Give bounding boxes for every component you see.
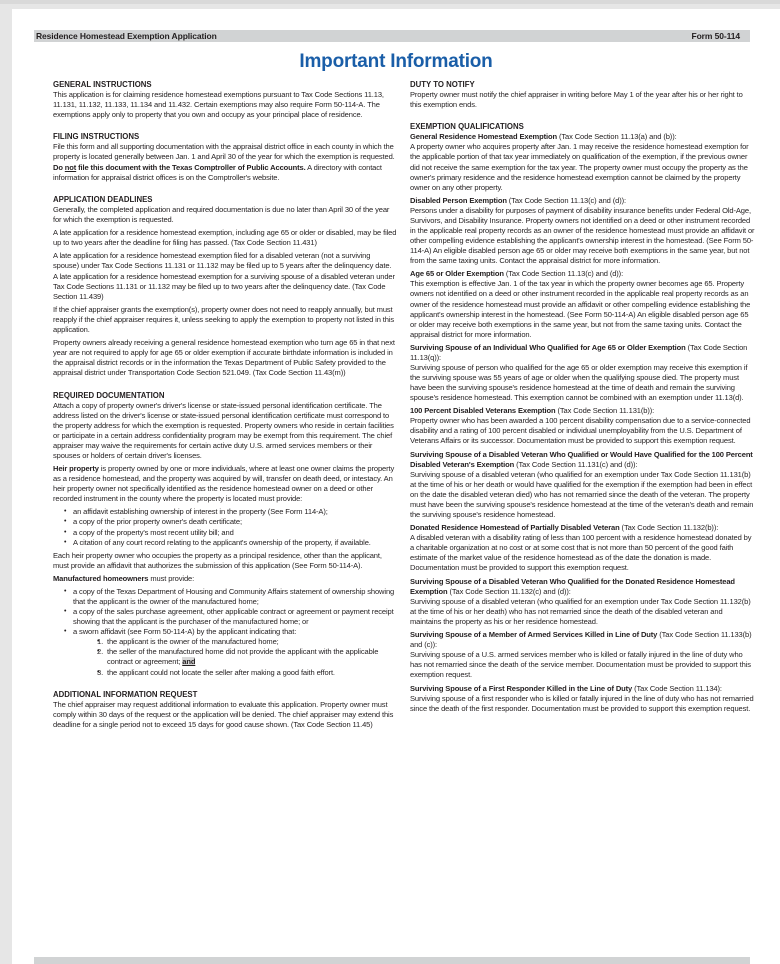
qualification-heading: [410, 577, 755, 597]
section-required-documentation: [53, 391, 397, 678]
paragraph: Property owners already receiving a general residence homestead exemption who turn age 65 in that next year are not required to apply for age 65 or older exemption if accurate birthdate information is included in the appraisal district records or in the information the Texas Department of Public Safety provided to the appraisal district under Transportation Code Section 521.049. (Tax Code Section 11.43(m)): [53, 338, 395, 378]
qualification-title: 100 Percent Disabled Veterans Exemption: [410, 406, 556, 416]
qualification-title: Surviving Spouse of a Disabled Veteran Who Qualified or Would Have Qualified for the 100 Percent Disabled Veteran's Exemption: [410, 449, 753, 469]
numbered-item: • 2. the seller of the manufactured home did not provide the applicant with the applicable contract or agreement; and: [97, 647, 397, 667]
qualification-title: Disabled Person Exemption: [410, 195, 507, 205]
section-heading: REQUIRED DOCUMENTATION: [53, 390, 165, 400]
list-item: • a copy of the property's most recent utility bill; and: [64, 528, 397, 538]
page-header-bar: [34, 30, 750, 42]
qualification-title: Age 65 or Older Exemption: [410, 269, 504, 279]
manufactured-term: Manufactured homeowners: [53, 573, 149, 583]
qualification-item: [410, 450, 755, 520]
document-page: [12, 9, 780, 964]
qualification-item: [410, 630, 755, 680]
manufactured-homeowners-paragraph: Manufactured homeowners must provide:: [53, 573, 195, 583]
numbered-item: • 3. the applicant could not locate the seller after making a good faith effort.: [97, 668, 397, 678]
form-number: Form 50-114: [691, 31, 740, 41]
qualification-text: This exemption is effective Jan. 1 of the tax year in which the property owner becomes age 65. Property owners not identified on a deed or other instrument recorded in the applicable real property records as an owner of the residence homestead must provide an affidavit or other compelling evidence establishing the applicant's ownership interest in the homestead. (See Form 50-114-A) An eligible disabled person age 65 or older may receive both exemptions in the same year, but not from the same taxing units. Contact the appraisal district for more information.: [410, 279, 751, 339]
section-application-deadlines: [53, 195, 397, 379]
qualification-title: Surviving Spouse of a Disabled Veteran Who Qualified for the Donated Residence Homestead Exemption: [410, 576, 735, 596]
list-item: • a copy of the Texas Department of Housing and Community Affairs statement of ownership showing that the applicant is the owner of the manufactured home;: [64, 587, 397, 607]
list-item: • a copy of the prior property owner's death certificate;: [64, 517, 397, 527]
heir-property-paragraph: Heir property is property owned by one or more individuals, where at least one owner claims the property as a residence homestead, and the property was acquired by will, transfer on death deed, or intestacy. An heir property owner not specifically identified as the residence homestead owner on a deed or other recorded instrument in the county where the property is located must provide:: [53, 464, 395, 504]
qualification-text: Property owner who has been awarded a 100 percent disability compensation due to a service-connected disability and a rating of 100 percent disabled or individual unemployability from the U.S. Department of Veterans Affairs or its successor. Documentation must be provided to support this exemption request.: [410, 416, 751, 446]
list-item: • a sworn affidavit (see Form 50-114-A) by the applicant indicating that: • 1. the applicant is the owner of the manufactured home; • 2. the seller of the manufactured home did not provide the applicant with the applicable contract or agreement; and • 3. the applicant could not locate the seller after making a good faith effort.: [64, 627, 397, 677]
paragraph: Each heir property owner who occupies the property as a principal residence, other than the applicant, must provide an affidavit that authorizes the submission of this application (See Form 50-114-A).: [53, 550, 382, 570]
qualification-heading: [410, 269, 755, 279]
qualification-title: Donated Residence Homestead of Partially Disabled Veteran: [410, 523, 620, 533]
qualification-text: Persons under a disability for purposes of payment of disability insurance benefits under Federal Old-Age, Survivors, and Disability Insurance. Property owners not identified on a deed or other instrument recorded in the applicable real property records as an owner of the residence homestead must provide an affidavit or other compelling evidence establishing the applicant's ownership interest in the homestead. (See Form 50-114-A) An eligible disabled person age 65 or older may receive both exemptions in the same year, but not from the same taxing units. Contact the appraisal district for more information.: [410, 205, 755, 266]
qualification-text: Surviving spouse of person who qualified for the age 65 or older exemption may receive this exemption if the surviving spouse was 55 years of age or older when the qualifying spouse died. The property must have been the surviving spouse's residence homestead at the time of death and remain the surviving spouse's residence homestead. This exemption cannot be combined with an exemption under 11.13(d).: [410, 362, 748, 403]
qualification-text: Surviving spouse of a first responder who is killed or fatally injured in the line of duty who has not remarried since the death of the first responder. Documentation must be provided to support this exemption request.: [410, 693, 754, 713]
list-item: • an affidavit establishing ownership of interest in the property (See Form 114-A);: [64, 507, 397, 517]
section-heading: FILING INSTRUCTIONS: [53, 132, 140, 142]
heir-property-term: Heir property: [53, 464, 99, 474]
qualification-heading: [410, 343, 755, 363]
qualification-text: A property owner who acquires property after Jan. 1 may receive the residence homestead exemption for the applicable portion of that tax year immediately on qualification of the exemption, if the previous owner did not receive the same exemption for the tax year. The property owner must occupy the property as the owner's primary residence and the residence homestead exemption cannot be claimed by the property owner on any other property.: [410, 142, 749, 192]
section-exemption-qualifications: [410, 122, 755, 713]
qualification-item: [410, 684, 755, 714]
heir-requirements-list: [53, 507, 397, 547]
paragraph: Generally, the completed application and required documentation is due no later than April 30 of the year for which the exemption is requested.: [53, 204, 390, 224]
qualification-heading: [410, 450, 755, 470]
document-name: Residence Homestead Exemption Application: [36, 31, 217, 41]
section-text: Property owner must notify the chief appraiser in writing before May 1 of the year after his or her right to this exemption ends.: [410, 90, 743, 110]
qualification-title: Surviving Spouse of a Member of Armed Services Killed in Line of Duty: [410, 630, 658, 640]
section-heading: GENERAL INSTRUCTIONS: [53, 80, 152, 89]
qualification-reference: (Tax Code Section 11.13(q)):: [410, 342, 748, 362]
right-column: [410, 80, 755, 717]
qualification-reference: (Tax Code Section 11.13(c) and (d)):: [503, 269, 624, 279]
qualification-heading: [410, 132, 755, 142]
page-footer-bar: [34, 957, 750, 964]
affidavit-conditions-list: [73, 637, 397, 677]
viewer-toolbar-edge: [0, 0, 780, 4]
qualification-text: Surviving spouse of a disabled veteran (who qualified for an exemption under Tax Code Section 11.132(b) at the time of his or her death) who has not remarried since the death of the disabled veteran and maintains the property as his or her residence homestead.: [410, 596, 751, 626]
paragraph: A late application for a residence homestead exemption filed for a disabled veteran (not a surviving spouse) under Tax Code Sections 11.131 or 11.132 may be filed up to 5 years after the delinquency date. A late application for a residence homestead exemption for a surviving spouse of a disabled veteran under Tax Code Sections 11.131 or 11.132 may be filed up to two years after the delinquency date. (Tax Code Section 11.439): [53, 251, 395, 301]
filing-text-2: A directory with contact information for appraisal district offices is on the Comptroller's website.: [53, 162, 382, 182]
section-filing-instructions: [53, 132, 397, 182]
qualification-reference: (Tax Code Section 11.131(b)):: [555, 406, 655, 416]
qualification-item: [410, 523, 755, 573]
section-heading: DUTY TO NOTIFY: [410, 80, 475, 89]
qualification-item: [410, 196, 755, 266]
qualifications-list: [410, 132, 755, 713]
qualification-item: [410, 577, 755, 627]
section-general-instructions: [53, 80, 397, 120]
qualification-title: Surviving Spouse of a First Responder Killed in the Line of Duty: [410, 683, 633, 693]
qualification-title: Surviving Spouse of an Individual Who Qualified for Age 65 or Older Exemption: [410, 342, 686, 352]
section-heading: APPLICATION DEADLINES: [53, 194, 153, 204]
paragraph: A late application for a residence homestead exemption, including age 65 or older or disabled, may be filed up to two years after the deadline for filing has passed. (Tax Code Section 11.431): [53, 228, 397, 248]
section-text: The chief appraiser may request additional information to evaluate this application. Property owner must comply within 30 days of the request or the application will be denied. The chief appraiser may extend this deadline for a single period not to exceed 15 days for good cause shown. (Tax Code Section 11.45): [53, 699, 394, 729]
section-text: This application is for claiming residence homestead exemptions pursuant to Tax Code Sections 11.13, 11.131, 11.132, 11.133, 11.134 and 11.432. Certain exemptions may also require Form 50-114-A. The exemptions apply only to property that you own and occupy as your principal place of residence.: [53, 90, 384, 120]
left-column: [53, 80, 397, 733]
qualification-text: Surviving spouse of a U.S. armed services member who is killed or fatally injured in the line of duty who has not remarried since the death of the service member. Documentation must be provided to support this exemption request.: [410, 650, 751, 680]
qualification-heading: [410, 406, 755, 416]
list-item: • A citation of any court record relating to the applicant's ownership of the property, if available.: [64, 538, 397, 548]
qualification-reference: (Tax Code Section 11.134):: [632, 683, 722, 693]
qualification-heading: [410, 196, 755, 206]
filing-text: File this form and all supporting documentation with the appraisal district office in each county in which the property is located generally between Jan. 1 and April 30 of the year for which the exemption is requested.: [53, 142, 395, 162]
qualification-reference: (Tax Code Section 11.133(b) and (c)):: [410, 630, 752, 650]
qualification-heading: [410, 523, 755, 533]
section-additional-information: [53, 690, 397, 730]
qualification-reference: (Tax Code Section 11.13(a) and (b)):: [556, 132, 677, 142]
qualification-text: A disabled veteran with a disability rating of less than 100 percent with a residence homestead donated by a charitable organization at no cost or at some cost that is not more than 50 percent of the good faith estimate of the market value of the residence homestead as of the date the donation is made. Documentation must be provided to support this exemption request.: [410, 533, 752, 573]
numbered-item: • 1. the applicant is the owner of the manufactured home;: [97, 637, 397, 647]
section-text: [53, 142, 397, 182]
page-title: Important Information: [299, 51, 493, 72]
manufactured-requirements-list: [53, 587, 397, 677]
section-heading: EXEMPTION QUALIFICATIONS: [410, 122, 524, 132]
filing-warning: Do not file this document with the Texas Comptroller of Public Accounts.: [53, 162, 306, 172]
qualification-text: Surviving spouse of a disabled veteran (who qualified for an exemption under Tax Code Section 11.131(b) at the time of his or her death or would have qualified for the exemption if the exemption had been in effect on the date the disabled veteran died) who has not remarried since the death of the veteran. The property must have been the surviving spouse's residence homestead at the time of the veteran's death and remain the surviving spouse's residence homestead.: [410, 469, 754, 519]
qualification-reference: (Tax Code Section 11.132(c) and (d)):: [447, 586, 571, 596]
qualification-item: [410, 132, 755, 192]
qualification-heading: [410, 630, 755, 650]
qualification-reference: (Tax Code Section 11.132(b)):: [619, 523, 719, 533]
qualification-title: General Residence Homestead Exemption: [410, 132, 557, 142]
section-duty-to-notify: [410, 80, 755, 110]
paragraph: Attach a copy of property owner's driver's license or state-issued personal identification certificate. The address listed on the driver's license or state-issued personal identification certificate must correspond to the property address for which the exemption is requested. Property owners who reside in certain facilities or participate in a certain address confidentiality program may be exempt from this requirement. The chief appraiser may waive the requirements for certain active duty U.S. armed services members or their spouses or holders of certain driver's licenses.: [53, 400, 394, 460]
qualification-item: [410, 406, 755, 446]
qualification-item: [410, 343, 755, 403]
qualification-reference: (Tax Code Section 11.131(c) and (d)):: [514, 459, 638, 469]
qualification-heading: [410, 684, 755, 694]
section-heading: ADDITIONAL INFORMATION REQUEST: [53, 689, 198, 699]
paragraph: If the chief appraiser grants the exemption(s), property owner does not need to reapply annually, but must reapply if the chief appraiser requires it, unless seeking to apply the exemption to property not listed in this application.: [53, 304, 395, 334]
qualification-reference: (Tax Code Section 11.13(c) and (d)):: [506, 195, 626, 205]
qualification-item: [410, 269, 755, 339]
list-item: • a copy of the sales purchase agreement, other applicable contract or agreement or payment receipt showing that the applicant is the purchaser of the manufactured home; or: [64, 607, 397, 627]
